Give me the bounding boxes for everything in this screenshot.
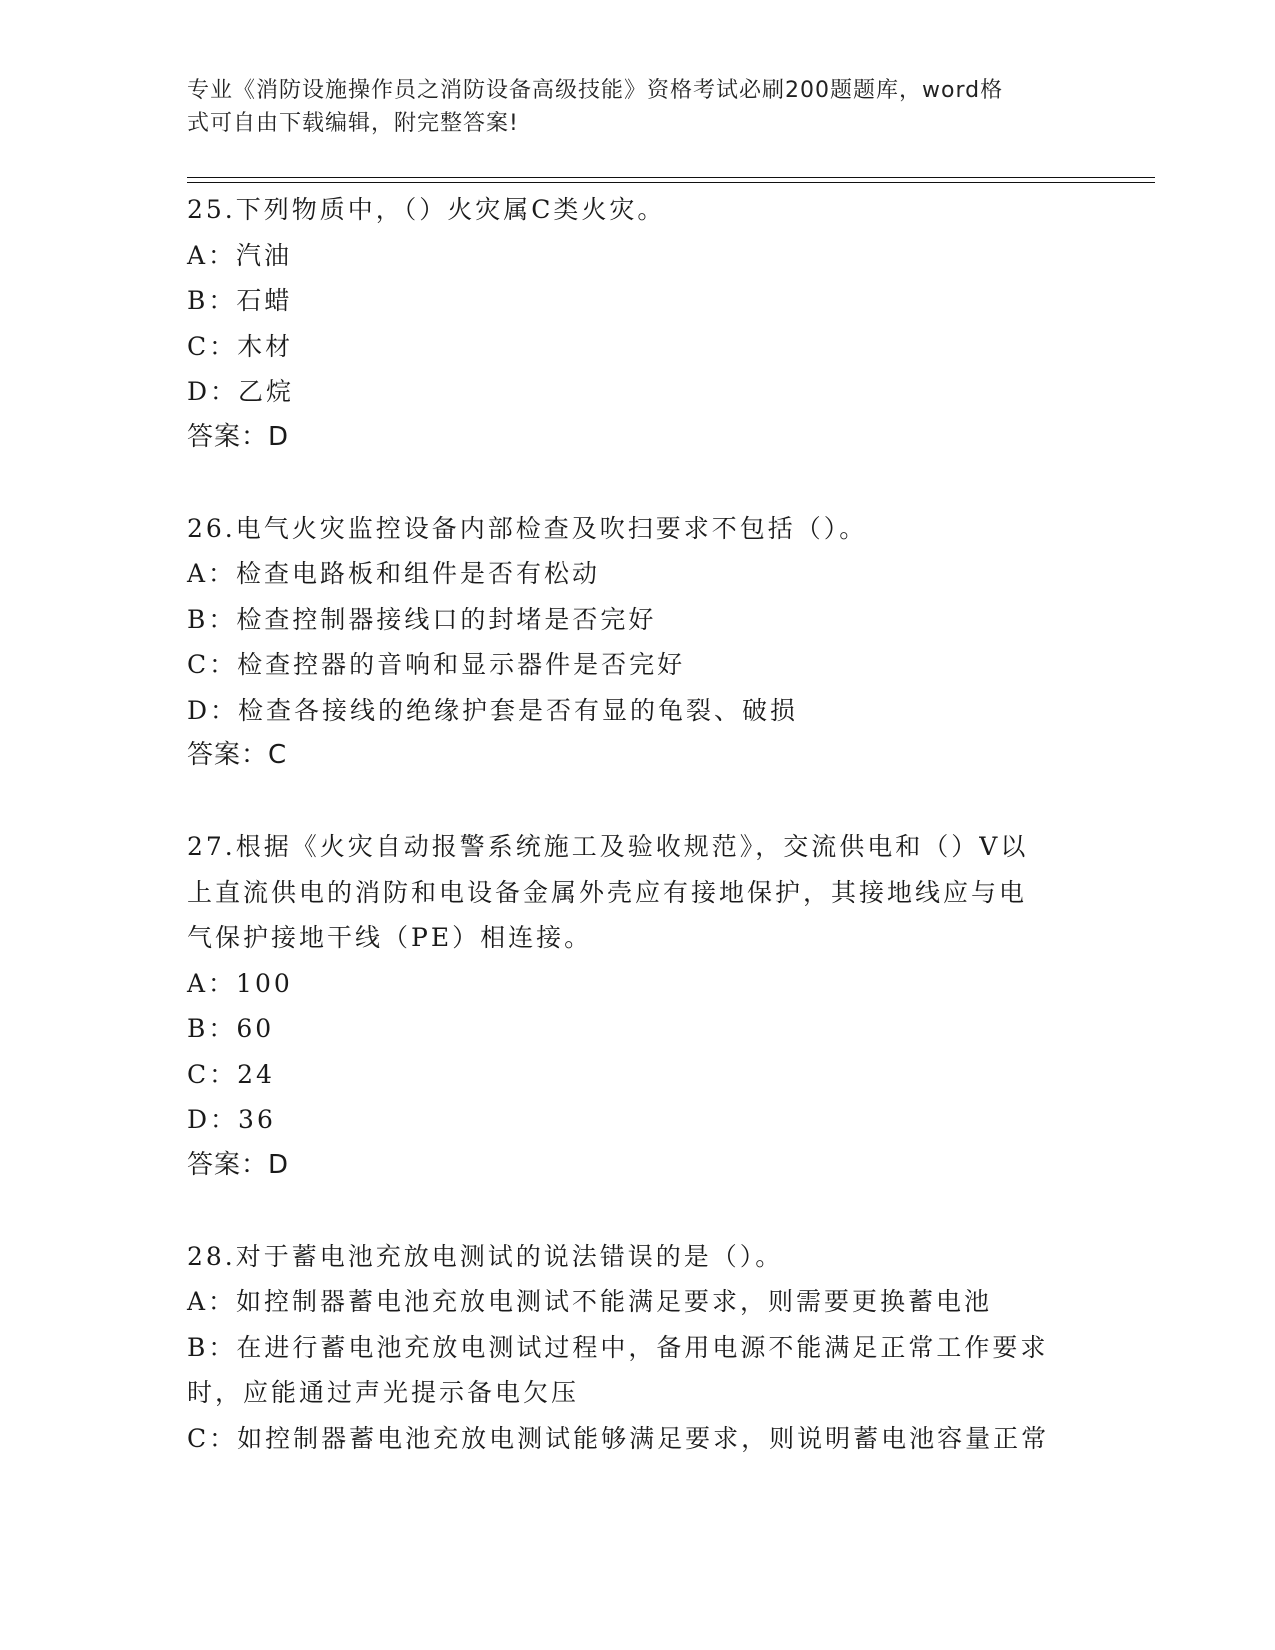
document-header [187,74,1067,140]
header-line-1: 专业《消防设施操作员之消防设备高级技能》资格考试必刷200题题库，word格 [187,78,1004,103]
option-c: C：24 [187,1059,275,1089]
option-d: D：检查各接线的绝缘护套是否有显的龟裂、破损 [187,695,799,725]
option-a: A：汽油 [187,240,293,270]
option-a: A：100 [187,968,293,998]
question-stem: 26.电气火灾监控设备内部检查及吹扫要求不包括（）。 [187,513,868,543]
option-c: C：检查控器的音响和显示器件是否完好 [187,650,686,679]
option-c: C：木材 [187,331,294,361]
question-25 [187,187,1077,460]
question-stem: 25.下列物质中，（）火灾属C类火灾。 [187,195,666,224]
option-a: A：检查电路板和组件是否有松动 [187,559,601,588]
question-list [187,187,1077,1461]
option-b: B：检查控制器接线口的封堵是否完好 [187,604,657,634]
header-divider-top [187,177,1155,178]
option-d: D：36 [187,1105,276,1134]
question-27 [187,824,1077,1188]
question-28 [187,1234,1077,1462]
option-b: B：60 [187,1014,275,1043]
question-stem: 28.对于蓄电池充放电测试的说法错误的是（）。 [187,1241,784,1271]
option-b-line-1: B：在进行蓄电池充放电测试过程中，备用电源不能满足正常工作要求 [187,1332,1049,1362]
answer: 答案：D [187,421,290,452]
option-b-line-2: 时，应能通过声光提示备电欠压 [187,1378,580,1407]
option-c: C：如控制器蓄电池充放电测试能够满足要求，则说明蓄电池容量正常 [187,1423,1050,1453]
answer: 答案：D [187,1149,290,1180]
option-d: D：乙烷 [187,377,295,406]
question-stem-line-2: 上直流供电的消防和电设备金属外壳应有接地保护，其接地线应与电 [187,877,1028,907]
option-b: B：石蜡 [187,286,293,315]
question-stem-line-3: 气保护接地干线（PE）相连接。 [187,923,593,952]
question-26 [187,506,1077,779]
header-divider-bottom [187,182,1155,183]
question-stem-line-1: 27.根据《火灾自动报警系统施工及验收规范》，交流供电和（）V以 [187,832,1029,861]
answer: 答案：C [187,740,288,770]
option-a: A：如控制器蓄电池充放电测试不能满足要求，则需要更换蓄电池 [187,1287,993,1316]
header-line-2: 式可自由下载编辑，附完整答案! [187,111,519,136]
